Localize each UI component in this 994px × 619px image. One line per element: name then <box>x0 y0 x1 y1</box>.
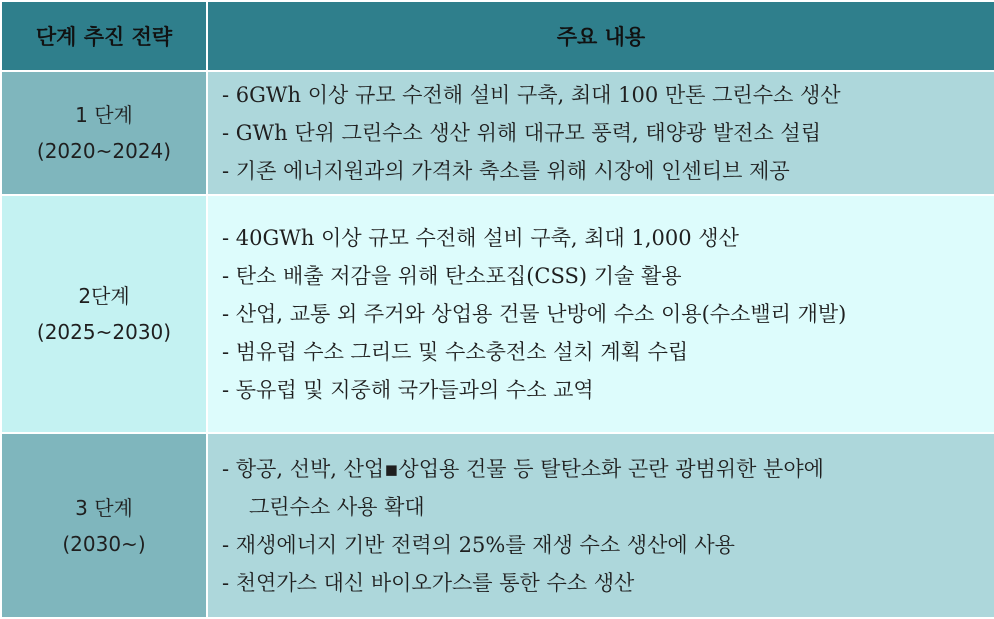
content-cell <box>207 71 994 195</box>
list-item-continuation: 그린수소 사용 확대 <box>249 494 425 519</box>
list-item: - 천연가스 대신 바이오가스를 통한 수소 생산 <box>222 570 635 595</box>
list-item: - 기존 에너지원과의 가격차 축소를 위해 시장에 인센티브 제공 <box>222 159 790 183</box>
stage-name: 1 단계 <box>75 103 133 127</box>
stage-name: 3 단계 <box>75 495 133 520</box>
list-item: - 산업, 교통 외 주거와 상업용 건물 난방에 수소 이용(수소밸리 개발) <box>222 302 847 326</box>
list-item: - 재생에너지 기반 전력의 25%를 재생 수소 생산에 사용 <box>222 532 735 557</box>
list-item: - 6GWh 이상 규모 수전해 설비 구축, 최대 100 만톤 그린수소 생산 <box>222 83 841 107</box>
stage-cell <box>1 195 207 433</box>
list-item: - 항공, 선박, 산업▪상업용 건물 등 탈탄소화 곤란 광범위한 분야에 <box>222 456 824 481</box>
stage-cell <box>1 433 207 618</box>
content-cell <box>207 195 994 433</box>
stage-column-header: 단계 추진 전략 <box>1 1 207 71</box>
stage-period: (2020~2024) <box>36 139 172 163</box>
list-item: - 40GWh 이상 규모 수전해 설비 구축, 최대 1,000 생산 <box>222 226 739 250</box>
table-row <box>1 433 994 618</box>
list-item: - 범유럽 수소 그리드 및 수소충전소 설치 계획 수립 <box>222 340 689 364</box>
list-item: - 탄소 배출 저감을 위해 탄소포집(CSS) 기술 활용 <box>222 264 682 288</box>
content-cell <box>207 433 994 618</box>
header-row <box>1 1 994 71</box>
stage-name: 2단계 <box>78 284 130 308</box>
stage-period: (2030~) <box>62 531 146 556</box>
stage-period: (2025~2030) <box>36 320 172 344</box>
table-row <box>1 71 994 195</box>
content-column-header: 주요 내용 <box>207 1 994 71</box>
list-item: - GWh 단위 그린수소 생산 위해 대규모 풍력, 태양광 발전소 설립 <box>222 121 821 145</box>
table-row <box>1 195 994 433</box>
stage-cell <box>1 71 207 195</box>
list-item: - 동유럽 및 지중해 국가들과의 수소 교역 <box>222 378 594 402</box>
